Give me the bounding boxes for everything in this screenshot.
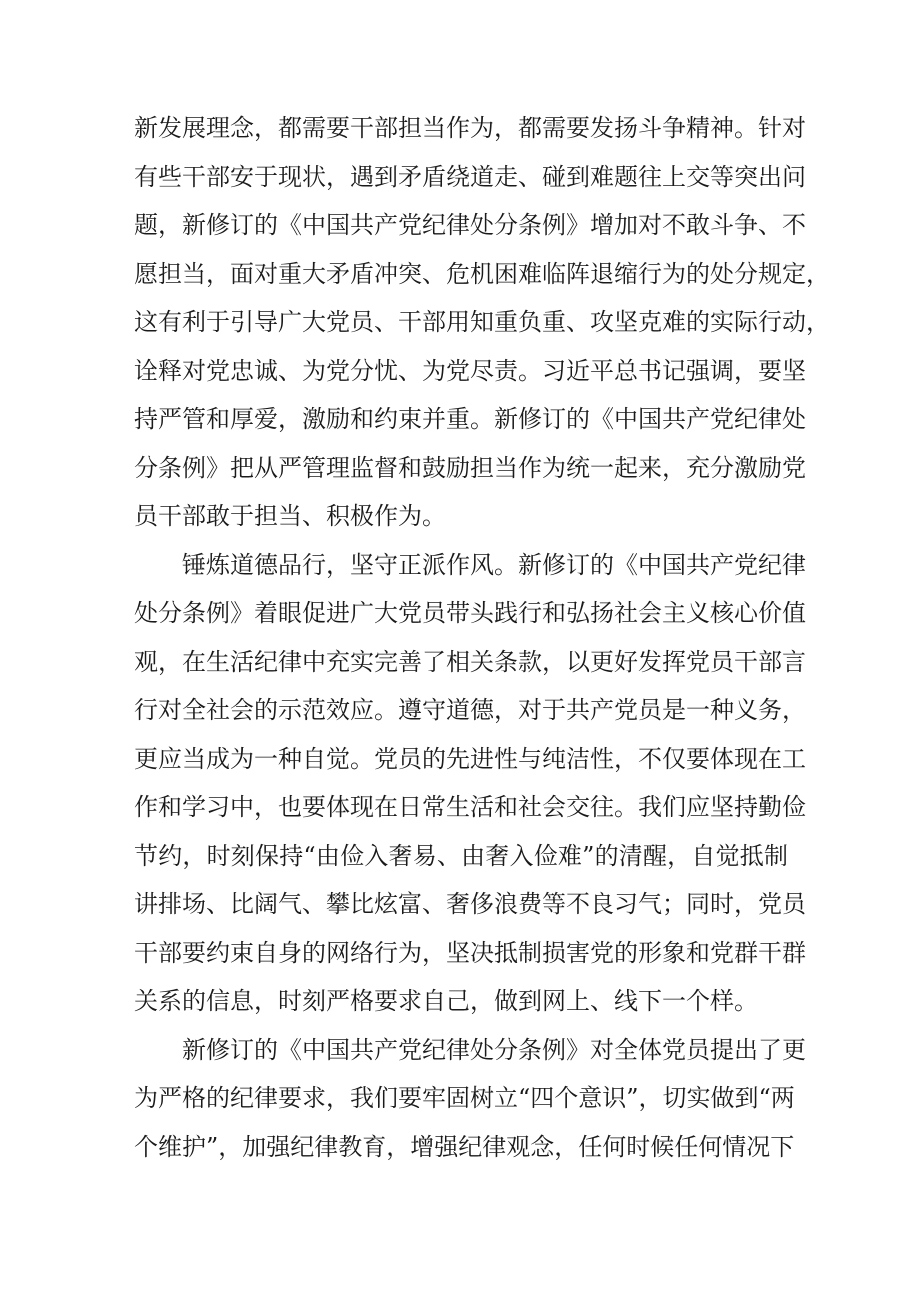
text-line: 分条例》把从严管理监督和鼓励担当作为统一起来，充分激励党	[134, 453, 806, 482]
paragraph-discipline	[134, 1026, 806, 1172]
paragraph-responsibility	[134, 104, 830, 541]
text-line: 新发展理念，都需要干部担当作为，都需要发扬斗争精神。针对	[134, 114, 806, 142]
text-line: 有些干部安于现状，遇到矛盾绕道走、碰到难题往上交等突出问	[134, 162, 806, 191]
text-line: 个维护”，加强纪律教育，增强纪律观念，任何时候任何情况下	[134, 1132, 795, 1161]
text-line: 观，在生活纪律中充实完善了相关条款，以更好发挥党员干部言	[134, 647, 806, 676]
text-line: 更应当成为一种自觉。党员的先进性与纯洁性，不仅要体现在工	[134, 744, 806, 773]
text-line: 关系的信息，时刻严格要求自己，做到网上、线下一个样。	[134, 987, 758, 1015]
text-line: 持严管和厚爱，激励和约束并重。新修订的《中国共产党纪律处	[134, 405, 806, 433]
text-line: 为严格的纪律要求，我们要牢固树立“四个意识”，切实做到“两	[134, 1084, 795, 1112]
text-line: 处分条例》着眼促进广大党员带头践行和弘扬社会主义核心价值	[134, 599, 806, 627]
text-line: 题，新修订的《中国共产党纪律处分条例》增加对不敢斗争、不	[134, 211, 806, 239]
text-line: 锤炼道德品行，坚守正派作风。新修订的《中国共产党纪律	[182, 550, 806, 579]
text-line: 干部要约束自身的网络行为，坚决抵制损害党的形象和党群干群	[134, 938, 806, 967]
text-line: 节约，时刻保持“由俭入奢易、由奢入俭难”的清醒，自觉抵制	[134, 841, 788, 870]
text-line: 行对全社会的示范效应。遵守道德，对于共产党员是一种义务，	[134, 696, 806, 724]
text-line: 这有利于引导广大党员、干部用知重负重、攻坚克难的实际行动，	[134, 308, 830, 336]
text-line: 员干部敢于担当、积极作为。	[134, 502, 446, 530]
paragraph-morality	[134, 541, 806, 1026]
text-line: 讲排场、比阔气、攀比炫富、奢侈浪费等不良习气；同时，党员	[134, 890, 806, 918]
text-line: 新修订的《中国共产党纪律处分条例》对全体党员提出了更	[182, 1035, 806, 1064]
text-line: 作和学习中，也要体现在日常生活和社会交往。我们应坚持勤俭	[134, 793, 806, 821]
text-line: 诠释对党忠诚、为党分忧、为党尽责。习近平总书记强调，要坚	[134, 356, 806, 385]
text-line: 愿担当，面对重大矛盾冲突、危机困难临阵退缩行为的处分规定，	[134, 259, 830, 288]
document-body	[134, 104, 830, 1171]
